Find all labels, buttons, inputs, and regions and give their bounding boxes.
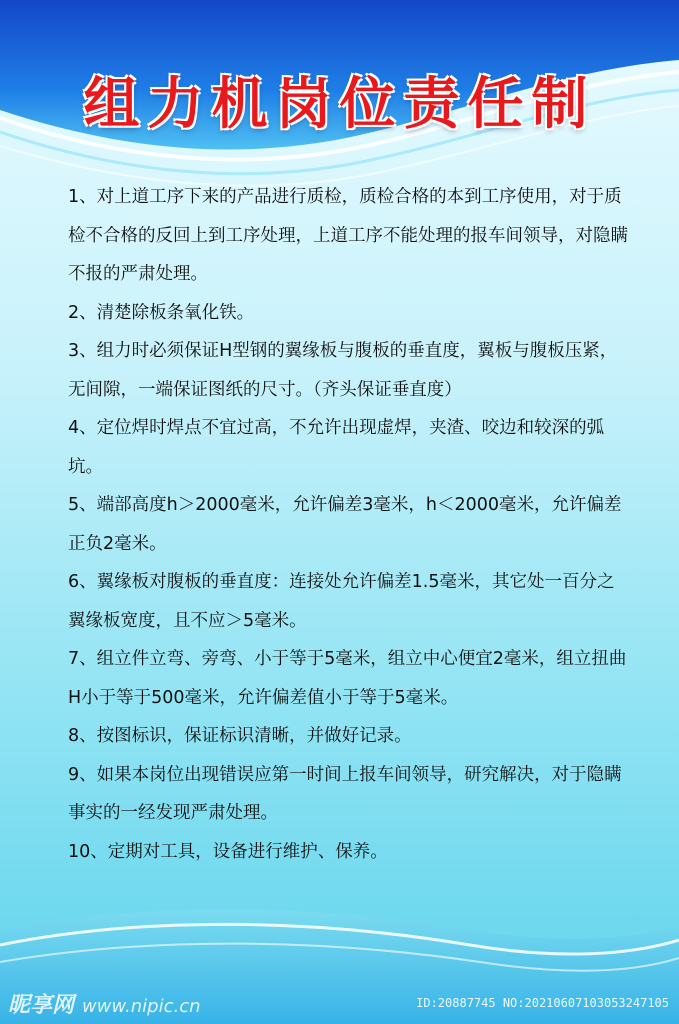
list-item: 10、定期对工具，设备进行维护、保养。 (68, 841, 388, 862)
list-item: 4、定位焊时焊点不宜过高，不允许出现虚焊，夹渣、咬边和较深的弧坑。 (68, 418, 605, 477)
watermark-id: ID:20887745 NO:20210607103053247105 (416, 996, 669, 1010)
list-item: 6、翼缘板对腹板的垂直度：连接处允许偏差1.5毫米，其它处一百分之翼缘板宽度，且不应＞5毫米。 (68, 572, 615, 631)
list-item: 3、组力时必须保证H型钢的翼缘板与腹板的垂直度，翼板与腹板压紧，无间隙，一端保证图纸的尺寸。（齐头保证垂直度） (68, 341, 618, 400)
list-item: 1、对上道工序下来的产品进行质检，质检合格的本到工序使用，对于质检不合格的反回上到工序处理，上道工序不能处理的报车间领导，对隐瞒不报的严肃处理。 (68, 187, 628, 284)
list-item: 5、端部高度h＞2000毫米，允许偏差3毫米，h＜2000毫米，允许偏差正负2毫米。 (68, 495, 622, 554)
list-item: 7、组立件立弯、旁弯、小于等于5毫米，组立中心便宜2毫米，组立扭曲H小于等于500毫米，允许偏差值小于等于5毫米。 (68, 649, 627, 708)
watermark-brand-name: 昵享网 (8, 993, 75, 1018)
list-item: 9、如果本岗位出现错误应第一时间上报车间领导，研究解决，对于隐瞒事实的一经发现严肃处理。 (68, 764, 622, 823)
watermark-url: www.nipic.cn (82, 996, 201, 1017)
page-title: 组力机岗位责任制 (83, 72, 596, 137)
list-item: 2、清楚除板条氧化铁。 (68, 302, 255, 323)
watermark-brand (8, 988, 201, 1019)
list-item: 8、按图标识，保证标识清晰，并做好记录。 (68, 726, 412, 746)
responsibility-list (68, 178, 628, 871)
